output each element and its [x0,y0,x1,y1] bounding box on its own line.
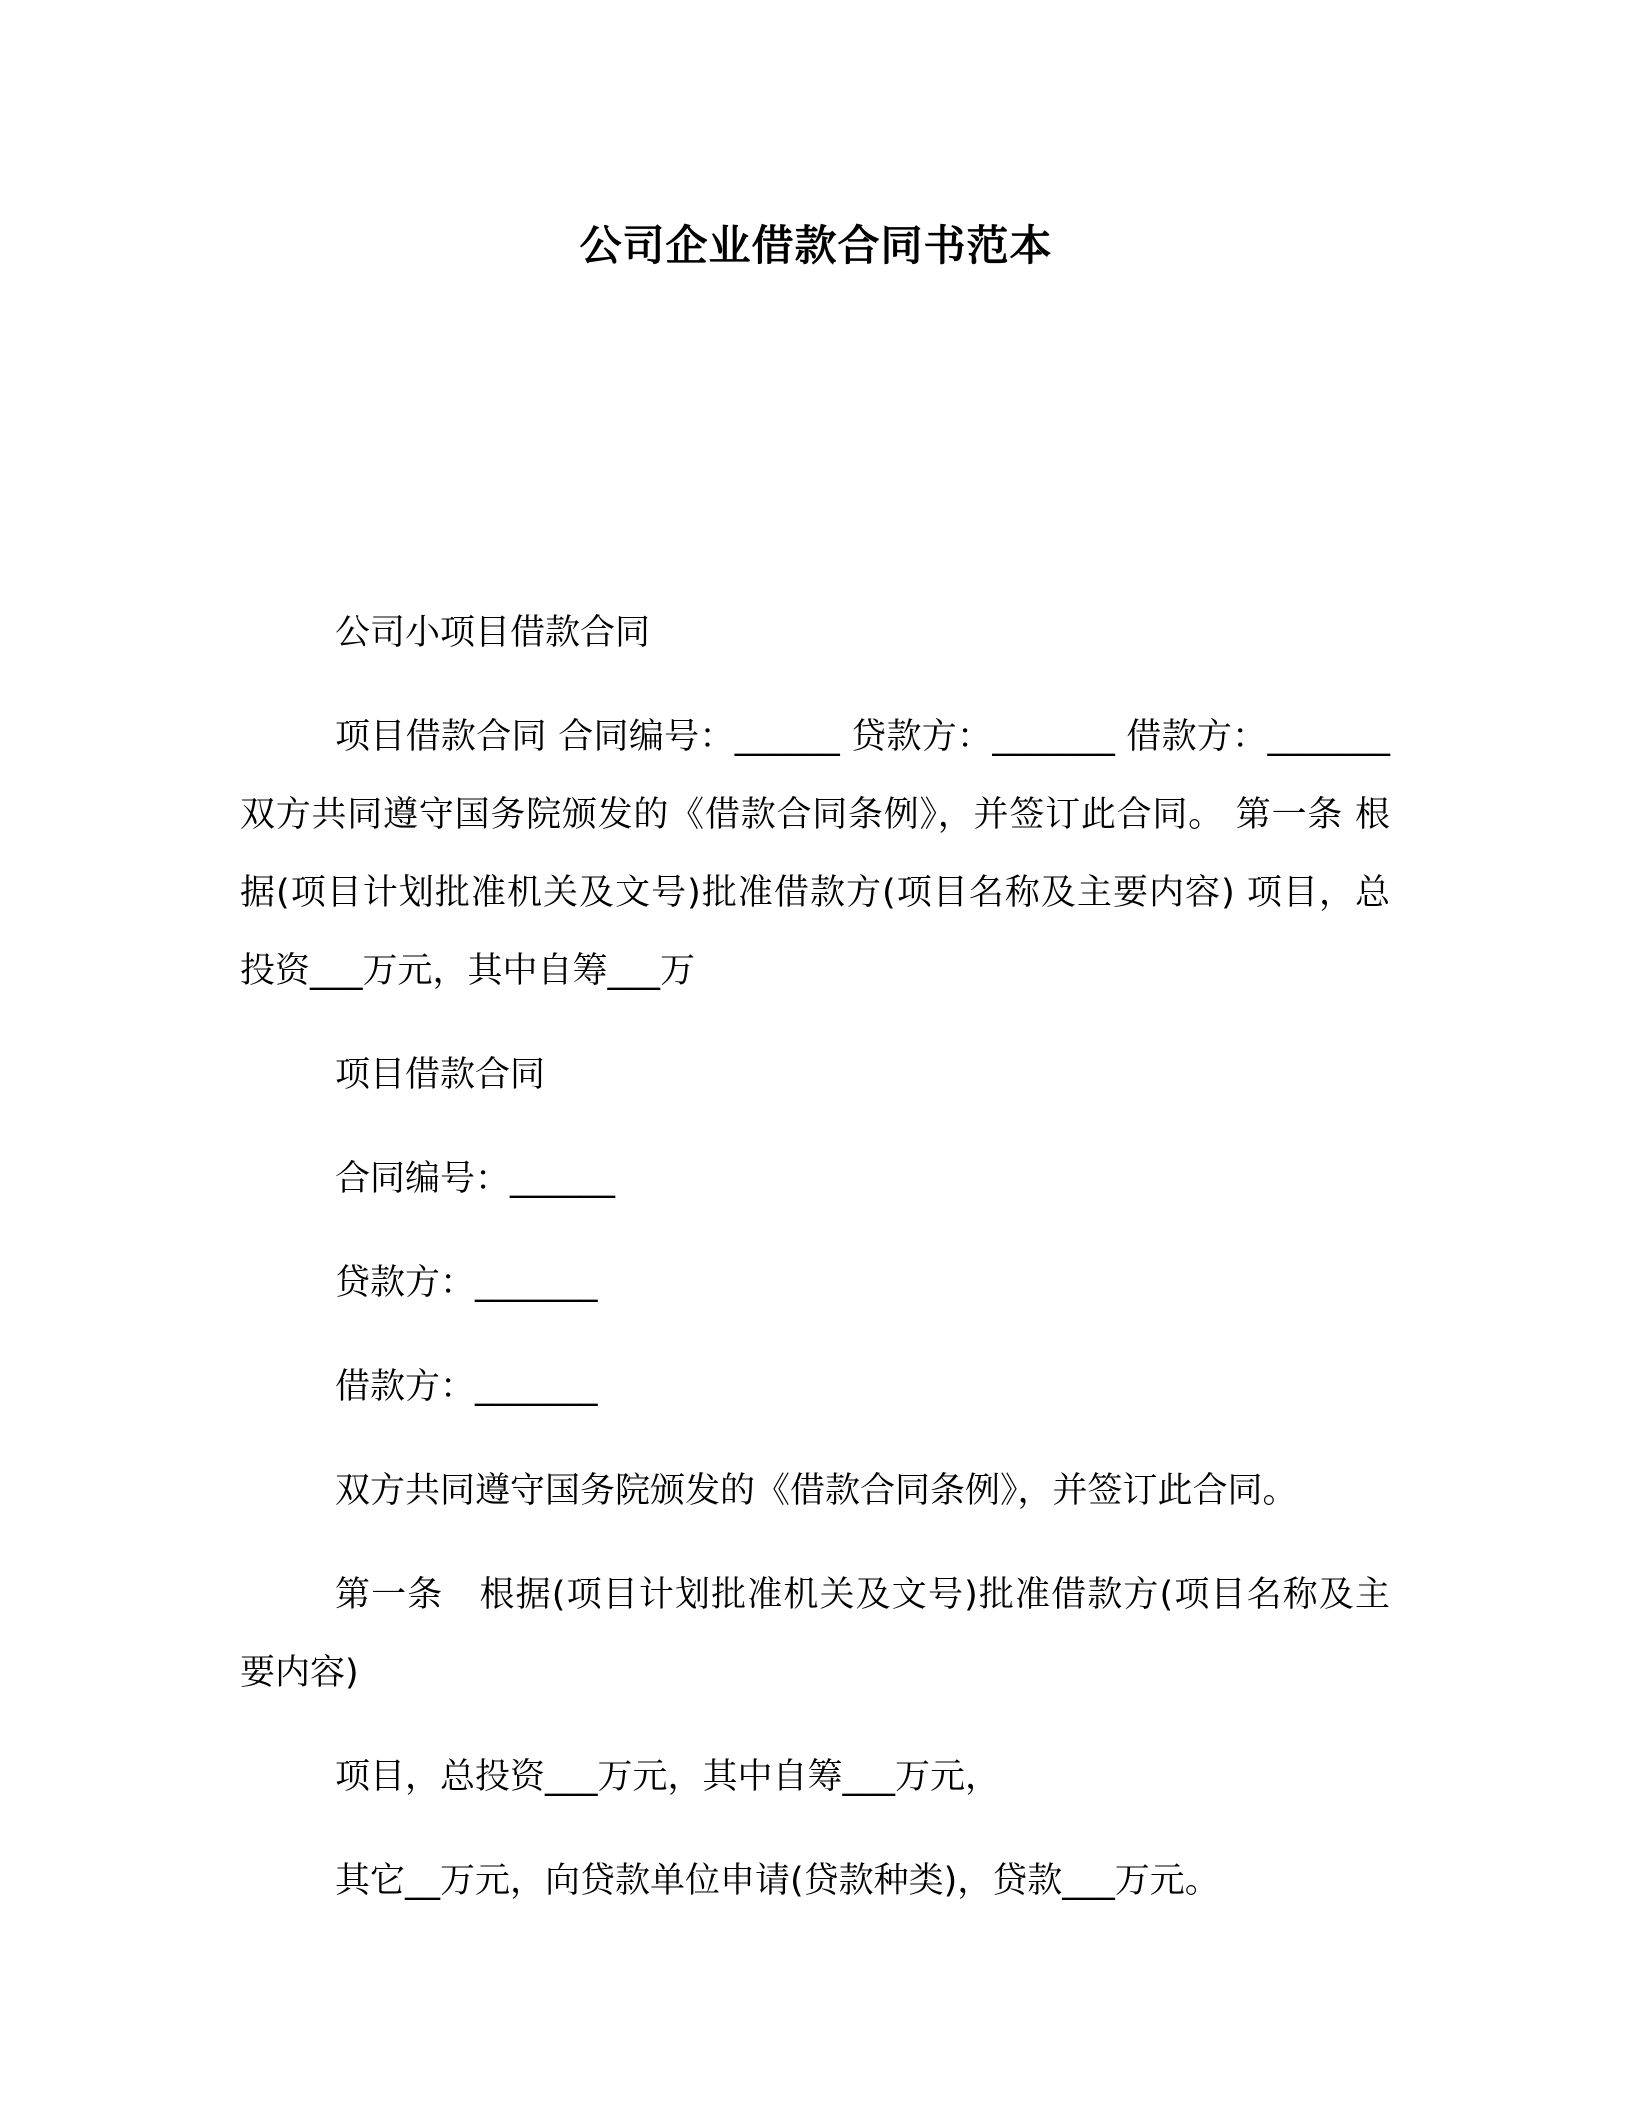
paragraph-contract-title: 项目借款合同 [335,1055,546,1095]
paragraph-agreement: 双方共同遵守国务院颁发的《借款合同条例》，并签订此合同。 [335,1471,1298,1511]
paragraph-lender: 贷款方：_______ [335,1263,598,1303]
paragraph-section-heading: 公司小项目借款合同 [335,613,651,653]
document-body [240,594,1390,1946]
paragraph-article-one: 第一条 根据(项目计划批准机关及文号)批准借款方(项目名称及主要内容) [240,1575,1390,1693]
paragraph-contract-number: 合同编号：______ [335,1159,616,1199]
paragraph-loan-application: 其它__万元，向贷款单位申请(贷款种类)，贷款___万元。 [335,1861,1220,1901]
paragraph-borrower: 借款方：_______ [335,1367,598,1407]
document-title: 公司企业借款合同书范本 [579,221,1053,270]
paragraph-summary: 项目借款合同 合同编号：______ 贷款方：_______ 借款方：_______ 双方共同遵守国务院颁发的《借款合同条例》，并签订此合同。 第一条 根据(项目计划批准机关及文号)批准借款方(项目名称及主要内容) 项目，总投资___万元，其中自筹___万 [240,717,1390,991]
paragraph-investment: 项目，总投资___万元，其中自筹___万元， [335,1757,1001,1797]
